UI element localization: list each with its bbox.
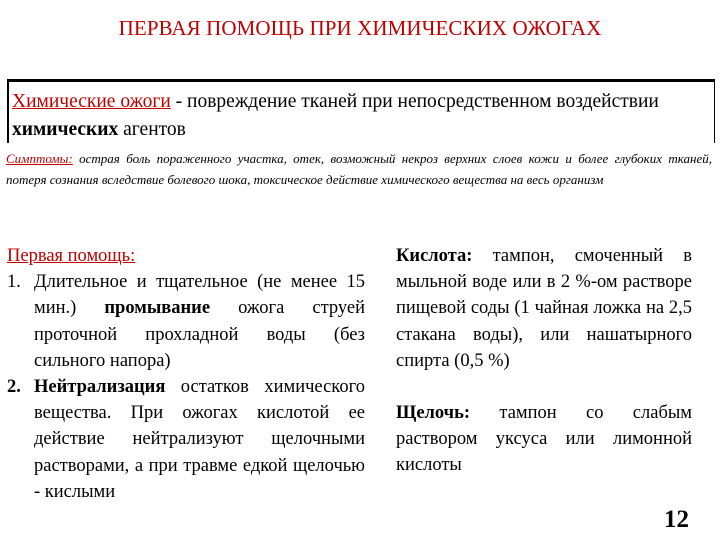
symptoms-paragraph [6,148,712,190]
alkali-text: тампон со слабым раствором уксуса или лимонной кислоты [396,403,692,476]
page-title: ПЕРВАЯ ПОМОЩЬ ПРИ ХИМИЧЕСКИХ ОЖОГАХ [118,16,602,40]
definition-term: Химические ожоги [12,91,171,112]
alkali-paragraph [396,400,692,479]
symptoms-text: острая боль пораженного участка, отек, возможный некроз верхних слоев кожи и более глубоких тканей, потеря сознания вследствие болевого шока, токсическое действие химического вещества на весь организм [6,151,712,187]
spacer [396,374,692,400]
item-text [34,374,365,505]
item-number: 2. [7,377,21,398]
neutralization-column [396,243,692,479]
first-aid-item-1 [7,269,365,374]
item-1-bold: промывание [104,298,211,319]
first-aid-item-2 [7,374,365,505]
page-number: 12 [664,506,689,533]
acid-text: тампон, смоченный в мыльной воде или в 2 %-ом растворе пищевой соды (1 чайная ложка на 2,5 стакана воды), или нашатырного спирта (0,5 %) [396,246,692,371]
item-number: 1. [7,272,21,293]
item-2-bold: Нейтрализация [34,377,166,398]
definition-text: - повреждение тканей при непосредственном воздействии [170,91,659,112]
item-1-text-a: Длительное и тщательное (не менее 15 мин.) [34,272,365,319]
acid-label: Кислота: [396,246,473,266]
definition-bold-word: химических [12,119,119,140]
acid-paragraph [396,243,692,374]
symptoms-label: Симптомы: [6,151,73,166]
item-1-text-b: ожога струей проточной прохладной воды (без сильного напора) [34,298,365,371]
first-aid-column [7,243,365,505]
item-2-text: остатков химического вещества. При ожогах кислотой ее действие нейтрализуют щелочными растворами, а при травме едкой щелочью - кислыми [34,377,365,502]
definition-text-end: агентов [118,119,186,140]
first-aid-heading: Первая помощь: [7,246,136,266]
item-text [34,269,365,374]
alkali-label: Щелочь: [396,403,471,424]
definition-box [7,79,715,143]
